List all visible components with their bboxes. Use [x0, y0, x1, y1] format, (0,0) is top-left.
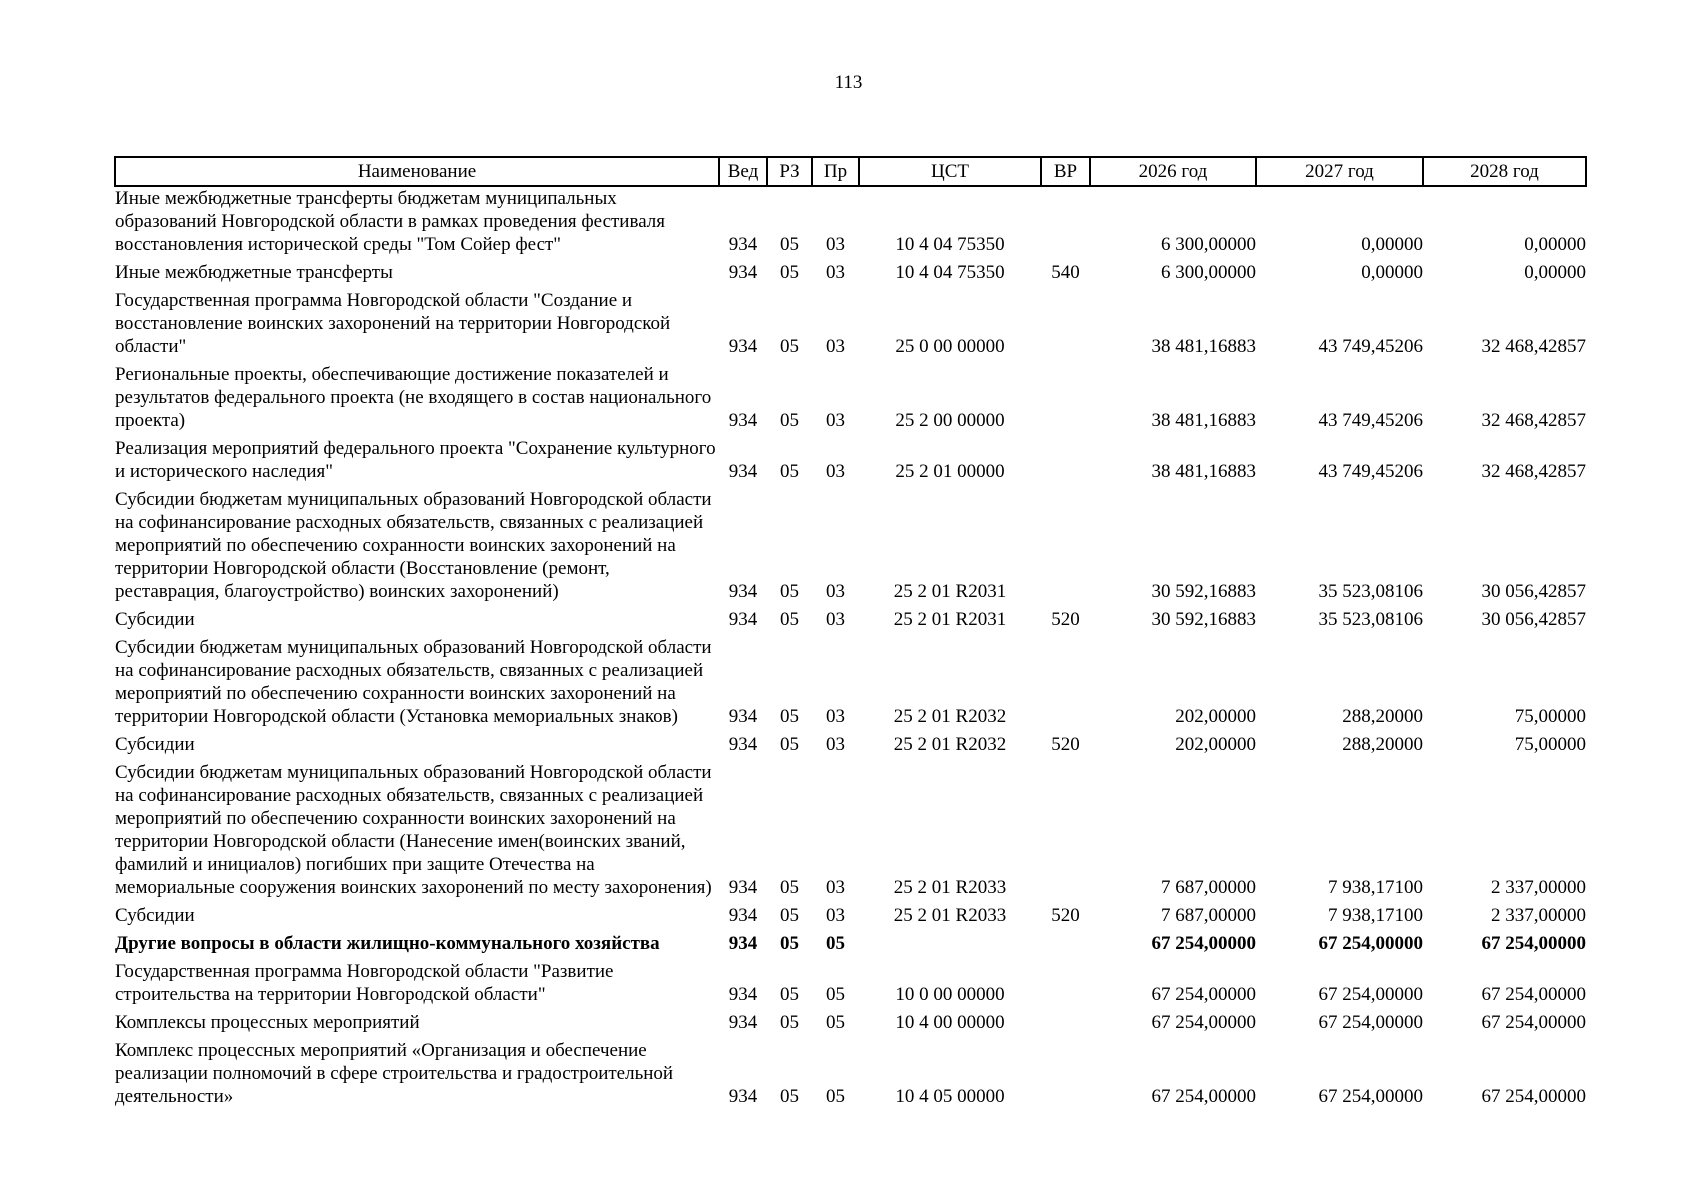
cell-2027: 288,20000: [1342, 706, 1423, 727]
cell-rz: 05: [780, 581, 799, 602]
cell-pr: 03: [826, 734, 845, 755]
cell-2026: 30 592,16883: [1151, 609, 1256, 630]
cell-name: Субсидии бюджетам муниципальных образований Новгородской области на софинансирование расходных обязательств, связанных с реализацией мероприятий по обеспечению сохранности воинских захоронений на территории Новгородской области (Нанесение имен(воинских званий, фамилий и инициалов) погибших при защите Отечества на мемориальные сооружения воинских захоронений по месту захоронения): [115, 762, 712, 898]
cell-name: Государственная программа Новгородской области "Создание и восстановление воинских захоронений на территории Новгородской области": [115, 290, 671, 357]
cell-vr: [1041, 1011, 1090, 1039]
cell-2027: 67 254,00000: [1318, 1086, 1423, 1107]
cell-name: Иные межбюджетные трансферты бюджетам муниципальных образований Новгородской области в рамках проведения фестиваля восстановления исторической среды "Том Сойер фест": [115, 188, 666, 255]
table-row: [115, 1039, 1586, 1113]
table-row: [115, 960, 1586, 1011]
cell-pr: 05: [826, 984, 845, 1005]
cell-2026: 7 687,00000: [1161, 905, 1256, 926]
cell-cst: 10 0 00 00000: [895, 984, 1005, 1005]
cell-ved: 934: [728, 933, 758, 954]
cell-rz: 05: [780, 410, 799, 431]
cell-rz: 05: [780, 461, 799, 482]
cell-2027: 43 749,45206: [1318, 410, 1423, 431]
cell-2026: 67 254,00000: [1151, 933, 1256, 954]
cell-2028: 30 056,42857: [1481, 581, 1586, 602]
cell-2026: 7 687,00000: [1161, 877, 1256, 898]
cell-pr: 03: [826, 336, 845, 357]
cell-2028: 67 254,00000: [1481, 933, 1586, 954]
cell-2028: 0,00000: [1524, 234, 1586, 255]
cell-2026: 38 481,16883: [1151, 410, 1256, 431]
cell-ved: 934: [728, 706, 758, 727]
table-row: [115, 932, 1586, 960]
cell-2028: 0,00000: [1524, 262, 1586, 283]
table-row: [115, 261, 1586, 289]
cell-cst: 10 4 05 00000: [895, 1086, 1005, 1107]
cell-name: Государственная программа Новгородской области "Развитие строительства на территории Новгородской области": [115, 961, 614, 1005]
cell-2027: 0,00000: [1361, 234, 1423, 255]
header-pr: Пр: [812, 157, 859, 186]
cell-pr: 05: [826, 1012, 845, 1033]
cell-pr: 03: [826, 609, 845, 630]
cell-2026: 67 254,00000: [1151, 984, 1256, 1005]
cell-2028: 2 337,00000: [1491, 877, 1586, 898]
budget-table: [114, 156, 1587, 1113]
table-row: [115, 904, 1586, 932]
cell-pr: 05: [826, 933, 845, 954]
cell-pr: 03: [826, 410, 845, 431]
table-row: [115, 437, 1586, 488]
table-row: [115, 1011, 1586, 1039]
cell-vr: 520: [1051, 905, 1080, 926]
cell-pr: 05: [826, 1086, 845, 1107]
cell-rz: 05: [780, 984, 799, 1005]
cell-ved: 934: [728, 734, 758, 755]
cell-pr: 03: [826, 234, 845, 255]
cell-rz: 05: [780, 1012, 799, 1033]
cell-2026: 6 300,00000: [1161, 234, 1256, 255]
cell-2026: 38 481,16883: [1151, 461, 1256, 482]
cell-2028: 32 468,42857: [1481, 410, 1586, 431]
cell-cst: 10 4 00 00000: [895, 1012, 1005, 1033]
header-cst: ЦСТ: [859, 157, 1041, 186]
cell-2027: 35 523,08106: [1318, 609, 1423, 630]
cell-2026: 30 592,16883: [1151, 581, 1256, 602]
cell-name: Иные межбюджетные трансферты: [115, 262, 393, 283]
cell-2027: 35 523,08106: [1318, 581, 1423, 602]
table-row: [115, 636, 1586, 733]
cell-cst: 10 4 04 75350: [895, 234, 1005, 255]
cell-cst: 25 2 01 00000: [895, 461, 1005, 482]
cell-cst: 25 2 01 R2033: [893, 877, 1007, 898]
cell-pr: 03: [826, 706, 845, 727]
cell-2026: 67 254,00000: [1151, 1086, 1256, 1107]
cell-ved: 934: [728, 234, 758, 255]
cell-rz: 05: [780, 1086, 799, 1107]
cell-ved: 934: [728, 262, 758, 283]
cell-2026: 38 481,16883: [1151, 336, 1256, 357]
cell-vr: [1041, 761, 1090, 904]
cell-ved: 934: [728, 609, 758, 630]
cell-rz: 05: [780, 877, 799, 898]
table-body: [115, 186, 1586, 1113]
cell-pr: 03: [826, 262, 845, 283]
cell-2027: 7 938,17100: [1328, 877, 1423, 898]
cell-rz: 05: [780, 336, 799, 357]
table-row: [115, 761, 1586, 904]
cell-cst: 25 2 01 R2032: [893, 734, 1007, 755]
cell-2028: 2 337,00000: [1491, 905, 1586, 926]
cell-2027: 67 254,00000: [1318, 933, 1423, 954]
cell-rz: 05: [780, 262, 799, 283]
cell-vr: [1041, 186, 1090, 261]
cell-name: Другие вопросы в области жилищно-коммунального хозяйства: [115, 933, 660, 954]
cell-2027: 67 254,00000: [1318, 984, 1423, 1005]
cell-vr: 520: [1051, 734, 1080, 755]
cell-2027: 67 254,00000: [1318, 1012, 1423, 1033]
cell-ved: 934: [728, 1012, 758, 1033]
header-2027: 2027 год: [1256, 157, 1423, 186]
cell-rz: 05: [780, 234, 799, 255]
cell-ved: 934: [728, 461, 758, 482]
cell-vr: [1041, 960, 1090, 1011]
cell-2028: 30 056,42857: [1481, 609, 1586, 630]
cell-2027: 43 749,45206: [1318, 336, 1423, 357]
header-2028: 2028 год: [1423, 157, 1586, 186]
cell-cst: 10 4 04 75350: [895, 262, 1005, 283]
cell-name: Реализация мероприятий федерального проекта "Сохранение культурного и исторического наследия": [115, 438, 716, 482]
cell-rz: 05: [780, 933, 799, 954]
cell-name: Субсидии: [115, 905, 195, 926]
cell-ved: 934: [728, 984, 758, 1005]
cell-rz: 05: [780, 734, 799, 755]
cell-cst: [859, 932, 1041, 960]
cell-cst: 25 2 00 00000: [895, 410, 1005, 431]
cell-2028: 67 254,00000: [1481, 984, 1586, 1005]
cell-rz: 05: [780, 905, 799, 926]
cell-pr: 03: [826, 877, 845, 898]
cell-pr: 03: [826, 581, 845, 602]
cell-2026: 202,00000: [1175, 734, 1256, 755]
table-header-row: [115, 157, 1586, 186]
cell-2028: 67 254,00000: [1481, 1086, 1586, 1107]
header-ved: Вед: [719, 157, 767, 186]
cell-pr: 03: [826, 905, 845, 926]
cell-pr: 03: [826, 461, 845, 482]
cell-vr: [1041, 488, 1090, 608]
cell-2026: 67 254,00000: [1151, 1012, 1256, 1033]
cell-name: Субсидии бюджетам муниципальных образований Новгородской области на софинансирование расходных обязательств, связанных с реализацией мероприятий по обеспечению сохранности воинских захоронений на территории Новгородской области (Восстановление (ремонт, реставрация, благоустройство) воинских захоронений): [115, 489, 712, 602]
table-row: [115, 289, 1586, 363]
cell-2028: 75,00000: [1514, 734, 1586, 755]
cell-name: Субсидии бюджетам муниципальных образований Новгородской области на софинансирование расходных обязательств, связанных с реализацией мероприятий по обеспечению сохранности воинских захоронений на территории Новгородской области (Установка мемориальных знаков): [115, 637, 712, 727]
table-row: [115, 186, 1586, 261]
cell-2028: 75,00000: [1514, 706, 1586, 727]
cell-ved: 934: [728, 1086, 758, 1107]
cell-cst: 25 2 01 R2032: [893, 706, 1007, 727]
cell-name: Региональные проекты, обеспечивающие достижение показателей и результатов федерального проекта (не входящего в состав национального проекта): [115, 364, 712, 431]
cell-2028: 67 254,00000: [1481, 1012, 1586, 1033]
cell-vr: [1041, 289, 1090, 363]
cell-ved: 934: [728, 410, 758, 431]
cell-vr: 520: [1051, 609, 1080, 630]
cell-ved: 934: [728, 581, 758, 602]
cell-cst: 25 2 01 R2033: [893, 905, 1007, 926]
cell-cst: 25 2 01 R2031: [893, 581, 1007, 602]
table-row: [115, 363, 1586, 437]
cell-rz: 05: [780, 706, 799, 727]
cell-2026: 6 300,00000: [1161, 262, 1256, 283]
table-row: [115, 608, 1586, 636]
cell-rz: 05: [780, 609, 799, 630]
cell-vr: [1041, 437, 1090, 488]
cell-name: Субсидии: [115, 734, 195, 755]
header-vr: ВР: [1041, 157, 1090, 186]
header-name: Наименование: [115, 157, 719, 186]
table-row: [115, 733, 1586, 761]
cell-ved: 934: [728, 336, 758, 357]
header-rz: РЗ: [767, 157, 812, 186]
cell-2027: 43 749,45206: [1318, 461, 1423, 482]
cell-2027: 288,20000: [1342, 734, 1423, 755]
header-2026: 2026 год: [1090, 157, 1256, 186]
cell-2027: 0,00000: [1361, 262, 1423, 283]
cell-name: Комплекс процессных мероприятий «Организация и обеспечение реализации полномочий в сфере строительства и градостроительной деятельности»: [115, 1040, 674, 1107]
cell-2028: 32 468,42857: [1481, 461, 1586, 482]
cell-2027: 7 938,17100: [1328, 905, 1423, 926]
cell-cst: 25 2 01 R2031: [893, 609, 1007, 630]
page-number: 113: [834, 72, 863, 93]
cell-cst: 25 0 00 00000: [895, 336, 1005, 357]
cell-ved: 934: [728, 905, 758, 926]
cell-2028: 32 468,42857: [1481, 336, 1586, 357]
cell-vr: [1041, 636, 1090, 733]
cell-vr: 540: [1051, 262, 1080, 283]
cell-ved: 934: [728, 877, 758, 898]
cell-vr: [1041, 932, 1090, 960]
table-row: [115, 488, 1586, 608]
cell-2026: 202,00000: [1175, 706, 1256, 727]
cell-name: Комплексы процессных мероприятий: [115, 1012, 420, 1033]
cell-name: Субсидии: [115, 609, 195, 630]
cell-vr: [1041, 1039, 1090, 1113]
cell-vr: [1041, 363, 1090, 437]
